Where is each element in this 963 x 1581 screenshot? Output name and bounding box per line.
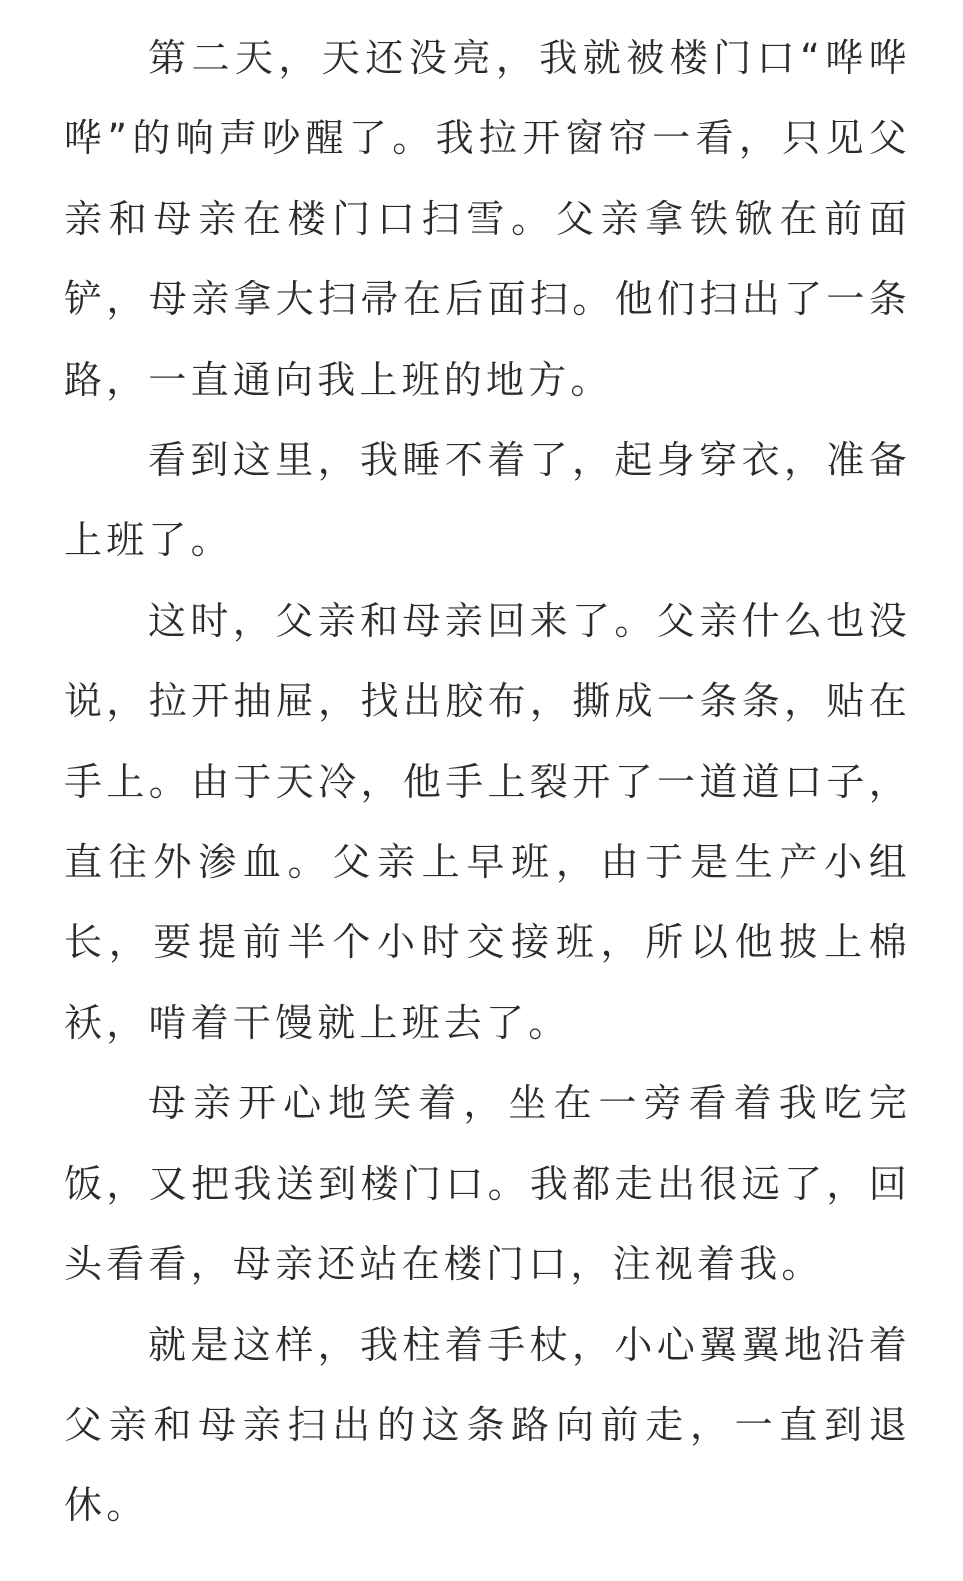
paragraph-2: 看到这里，我睡不着了，起身穿衣，准备上班了。 [64,438,911,563]
paragraph-5: 就是这样，我柱着手杖，小心翼翼地沿着父亲和母亲扫出的这条路向前走，一直到退休。 [64,1322,911,1528]
paragraph-1: 第二天，天还没亮，我就被楼门口“哗哗哗”的响声吵醒了。我拉开窗帘一看，只见父亲和母亲在楼门口扫雪。父亲拿铁锨在前面铲，母亲拿大扫帚在后面扫。他们扫出了一条路，一直通向我上班的地方。 [64,36,911,402]
paragraph-4: 母亲开心地笑着，坐在一旁看着我吃完饭，又把我送到楼门口。我都走出很远了，回头看看，母亲还站在楼门口，注视着我。 [64,1081,911,1287]
paragraph-3: 这时，父亲和母亲回来了。父亲什么也没说，拉开抽屉，找出胶布，撕成一条条，贴在手上。由于天冷，他手上裂开了一道道口子，直往外渗血。父亲上早班，由于是生产小组长，要提前半个小时交接班，所以他披上棉袄，啃着干馒就上班去了。 [64,598,911,1045]
